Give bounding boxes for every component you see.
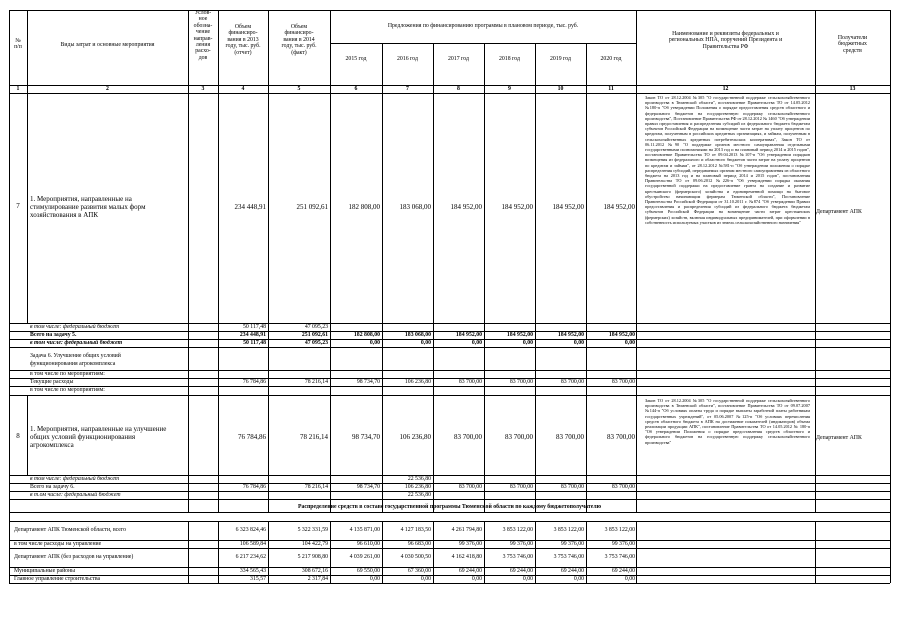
total6-2013: 76 784,86 xyxy=(242,484,266,490)
colnum-10: 10 xyxy=(557,86,564,92)
dist-row-2-2013: 6 217 234,62 xyxy=(235,554,266,560)
row7-2019: 184 952,00 xyxy=(552,203,584,211)
row8-2015: 98 734,70 xyxy=(352,433,380,441)
dist-row-2-2016: 4 030 500,50 xyxy=(400,554,431,560)
table-top-border xyxy=(9,10,890,11)
current-2017: 83 700,00 xyxy=(458,379,482,385)
row8-2016: 106 236,80 xyxy=(399,433,431,441)
row8-num: 8 xyxy=(16,432,20,440)
colnum-12: 12 xyxy=(722,86,729,92)
dist-row-3-2015: 69 550,00 xyxy=(356,568,380,574)
dist-row-1-2016: 96 683,00 xyxy=(407,541,431,547)
total5-2014: 251 092,61 xyxy=(301,332,328,338)
header-year-2020: 2020 год xyxy=(600,56,622,62)
dist-row-4-2016: 0,00 xyxy=(420,576,431,582)
colnum-11: 11 xyxy=(608,86,614,92)
total5-2016: 183 068,00 xyxy=(404,332,431,338)
fed1-2013: 50 117,48 xyxy=(243,324,266,330)
fed2-2013: 50 117,48 xyxy=(243,340,266,346)
fed2-2016: 0,00 xyxy=(420,340,431,346)
row7-2020: 184 952,00 xyxy=(603,203,635,211)
current-2019: 83 700,00 xyxy=(560,379,584,385)
total6-2016: 106 236,80 xyxy=(404,484,431,490)
group-header-line xyxy=(330,43,636,44)
total5-2017: 184 952,00 xyxy=(455,332,482,338)
colnum-7: 7 xyxy=(406,86,409,92)
dist-row-4-2019: 0,00 xyxy=(573,576,584,582)
fed3-label: в том числе: федеральный бюджет xyxy=(30,476,120,482)
dist-row-4-2014: 2 317,84 xyxy=(307,576,328,582)
dist-row-4-2015: 0,00 xyxy=(369,576,380,582)
fed2-label: в том числе: федеральный бюджет xyxy=(30,340,123,346)
dist-row-3-2020: 69 244,00 xyxy=(611,568,635,574)
current-2013: 76 784,86 xyxy=(242,379,266,385)
dist-row-3-2013: 334 565,43 xyxy=(239,568,266,574)
fed4-2016: 22 536,80 xyxy=(407,492,431,498)
dist-row-4-name: Главное управление строительства xyxy=(14,576,101,582)
current-2018: 83 700,00 xyxy=(509,379,533,385)
dist-row-4-2017: 0,00 xyxy=(471,576,482,582)
row7-num: 7 xyxy=(16,202,20,210)
dist-row-1-2018: 99 376,00 xyxy=(509,541,533,547)
dist-row-0-2015: 4 135 871,00 xyxy=(349,527,380,533)
total5-2019: 184 952,00 xyxy=(557,332,584,338)
fed2-2020: 0,00 xyxy=(624,340,635,346)
distribution-title: Распределение средств в составе государственной программы Тюменской области по каждому бюджетополучателю xyxy=(297,504,602,510)
dist-row-0-2013: 6 323 824,46 xyxy=(235,527,266,533)
row7-npa: Закон ТО от 28.12.2004 №305 "О государственной поддержке сельскохозяйственного производства в Тюменской области", постановление Правительства ТО от 14.05.2012 №180-п "Об утверждении Положения о порядке предоставления средств областного и федерального бюджетов на государственную поддержку сельскохозяйственного производства", Постановление Правительства РФ от 28.12.2012 № 1460 "Об утверждении правил предоставления и распределения субсидий из федерального бюджета бюджетам субъектов Российской Федерации на возмещение части затрат на уплату процентов по кредитам, полученным в российских кредитных организациях, и займам, полученным в сельскохозяйственных кредитных потребительских кооперативах", Закон ТО от 06.11.2012 №90 "О поддержке органов местного самоуправления отдельными государственными полномочиями на 2013 год и на плановый период 2014 и 2015 годов", постановление Правительства ТО от 09.04.2013 №107-п "Об утверждении порядков возмещения из федерального и областного бюджетов части затрат на уплату процентов по кредитам и займам", от 28.12.2012 №581-п "Об утверждении положения о порядке распределения субсидий, передаваемых органам местного самоуправления из областного бюджета на 2013 год и на плановый период 2014 и 2015 годов", постановления Правительства ТО от 09.06.2012 №226-п "Об утверждении порядка оказания государственной поддержки на предоставление гранта на создание и развитие крестьянского (фермерского) хозяйства и единовременной помощи на бытовое обустройство начинающим фермерам Тюменской области", Постановление Правительства Российской Федерации от 31.10.2011 г. №874 "Об утверждении Правил предоставления и распределения субсидий из федерального бюджета бюджетам субъектов Российской Федерации на возмещение части затрат крестьянских (фермерских) хозяйств, включая индивидуальных предпринимателей, при оформлении в собственность используемых участков из земель сельскохозяйственного назначения" xyxy=(645,95,810,225)
colnum-6: 6 xyxy=(354,86,358,92)
header-year-2017: 2017 год xyxy=(448,56,469,62)
header-year-2015: 2015 год xyxy=(345,56,367,62)
dist-row-0-2020: 3 853 122,00 xyxy=(604,527,635,533)
dist-row-1-name: в том числе расходы на управление xyxy=(14,541,102,547)
row7-2013: 234 448,91 xyxy=(234,203,266,211)
header-col-2014: Объем финансиро- вания в 2014 году, тыс. руб. (факт) xyxy=(281,24,317,56)
header-col-direction: Услов- ное обозна- чение направ- ления расхо- дов xyxy=(193,10,213,61)
colnum-3: 3 xyxy=(201,86,205,92)
header-col-npa: Наименование и реквизиты федеральных и региональных НПА, поручений Президента и Правительства РФ xyxy=(668,31,783,50)
colnum-1: 1 xyxy=(16,86,20,92)
row8-2018: 83 700,00 xyxy=(505,433,533,441)
dist-row-0-2016: 4 127 183,50 xyxy=(400,527,431,533)
current-2015: 98 734,70 xyxy=(356,379,380,385)
dist-row-3-2019: 69 244,00 xyxy=(560,568,584,574)
colnum-bottom-border xyxy=(9,93,890,94)
dist-row-3-name: Муниципальные районы xyxy=(14,568,76,574)
colnum-8: 8 xyxy=(457,86,460,92)
dist-row-3-2018: 69 244,00 xyxy=(509,568,533,574)
row8-2017: 83 700,00 xyxy=(454,433,482,441)
total6-2015: 98 734,70 xyxy=(356,484,380,490)
header-group-planned: Предложения по финансированию программы в плановом периоде, тыс. руб. xyxy=(387,23,579,29)
row7-recipient: Департамент АПК xyxy=(816,209,862,215)
fed3-2016: 22 536,80 xyxy=(407,476,431,482)
fed2-2015: 0,00 xyxy=(369,340,380,346)
dist-row-2-2019: 3 753 746,00 xyxy=(553,554,584,560)
dist-row-4-2020: 0,00 xyxy=(624,576,635,582)
row8-2019: 83 700,00 xyxy=(556,433,584,441)
row8-recipient: Департамент АПК xyxy=(816,435,862,441)
row7-2016: 183 068,00 xyxy=(399,203,431,211)
dist-row-1-2015: 96 610,00 xyxy=(356,541,380,547)
fed2-2014: 47 095,23 xyxy=(304,340,328,346)
dist-row-1-2019: 99 376,00 xyxy=(560,541,584,547)
current-label: Текущие расходы xyxy=(30,379,74,385)
dist-row-1-2014: 104 422,79 xyxy=(301,541,328,547)
fed1-label: в том числе: федеральный бюджет xyxy=(30,324,120,330)
current-2016: 106 236,80 xyxy=(404,379,431,385)
total6-2014: 78 216,14 xyxy=(304,484,328,490)
dist-row-3-2014: 308 672,16 xyxy=(301,568,328,574)
dist-row-1-2013: 106 589,84 xyxy=(239,541,266,547)
header-year-2019: 2019 год xyxy=(550,56,571,62)
header-col-2013: Объем финансиро- вания в 2013 году, тыс. руб. (отчет) xyxy=(225,24,261,56)
row7-2014: 251 092,61 xyxy=(296,203,328,211)
dist-row-0-2019: 3 853 122,00 xyxy=(553,527,584,533)
colnum-9: 9 xyxy=(508,86,511,92)
row7-2017: 184 952,00 xyxy=(450,203,482,211)
incl-measures-label-2: в том числе по мероприятиям: xyxy=(30,387,105,393)
row7-2018: 184 952,00 xyxy=(501,203,533,211)
dist-row-1-2020: 99 376,00 xyxy=(611,541,635,547)
total5-2013: 234 448,91 xyxy=(239,332,266,338)
header-col-num: № п/п xyxy=(14,38,22,51)
colnum-2: 2 xyxy=(106,86,109,92)
dist-row-0-name: Департамент АПК Тюменской области, всего xyxy=(14,527,127,533)
row8-npa: Закон ТО от 28.12.2004 №305 "О государственной поддержке сельскохозяйственного производства в Тюменской области", постановление Правительства ТО от 09.07.2007 №144-п "Об условиях оплаты труда и порядке выплаты заработной платы работникам государственных учреждений", от 05.06.2007 №125-п "Об условиях перечисления средств областного бюджета в АПК на достижение показателей (индикаторов) объема реализации продукции АПК", постановление Правительства ТО от 14.05.2012 № 180-п "Об утверждении Положения о порядке предоставления средств областного и федерального бюджетов на государственную поддержку сельскохозяйственного производства" xyxy=(645,398,810,445)
row8-name: 1. Мероприятия, направленные на улучшение общих условий функционирования агрокомплекса xyxy=(30,425,167,449)
fed2-2019: 0,00 xyxy=(573,340,584,346)
dist-row-4-2018: 0,00 xyxy=(522,576,533,582)
row7-2015: 182 808,00 xyxy=(348,203,380,211)
incl-measures-label: в том числе по мероприятиям: xyxy=(30,371,105,377)
current-2014: 78 216,14 xyxy=(304,379,328,385)
dist-row-0-2017: 4 261 794,80 xyxy=(451,527,482,533)
dist-row-0-2018: 3 853 122,00 xyxy=(502,527,533,533)
fed2-2018: 0,00 xyxy=(522,340,533,346)
header-col-name: Виды затрат и основные мероприятия xyxy=(60,42,155,48)
dist-row-4-2013: 315,57 xyxy=(250,576,266,582)
header-year-2018: 2018 год xyxy=(499,56,520,62)
total6-2020: 83 700,00 xyxy=(611,484,635,490)
total6-2019: 83 700,00 xyxy=(560,484,584,490)
total6-label: Всего на задачу 6. xyxy=(30,484,75,490)
total6-2017: 83 700,00 xyxy=(458,484,482,490)
colnum-4: 4 xyxy=(241,86,245,92)
colnum-13: 13 xyxy=(849,86,856,92)
dist-row-2-2015: 4 039 261,00 xyxy=(349,554,380,560)
dist-row-2-2020: 3 753 746,00 xyxy=(604,554,635,560)
header-col-recipient: Получатели бюджетных средств xyxy=(837,35,868,54)
total5-2018: 184 952,00 xyxy=(506,332,533,338)
fed2-2017: 0,00 xyxy=(471,340,482,346)
dist-row-0-2014: 5 322 331,59 xyxy=(297,527,328,533)
current-2020: 83 700,00 xyxy=(611,379,635,385)
dist-row-2-2014: 5 217 908,80 xyxy=(297,554,328,560)
fed1-2014: 47 095,23 xyxy=(304,324,328,330)
total5-label: Всего на задачу 5. xyxy=(30,332,77,338)
total5-2020: 184 952,00 xyxy=(608,332,635,338)
dist-row-3-2017: 69 244,00 xyxy=(458,568,482,574)
total5-2015: 182 808,00 xyxy=(353,332,380,338)
row7-name: 1. Мероприятия, направленные на стимулирование развития малых форм хозяйствования в АПК xyxy=(30,195,146,219)
row8-2020: 83 700,00 xyxy=(607,433,635,441)
dist-row-3-2016: 67 360,00 xyxy=(407,568,431,574)
dist-row-1-2017: 99 376,00 xyxy=(458,541,482,547)
colnum-5: 5 xyxy=(297,86,301,92)
row8-2013: 76 784,86 xyxy=(238,433,266,441)
header-year-2016: 2016 год xyxy=(397,56,418,62)
total6-2018: 83 700,00 xyxy=(509,484,533,490)
dist-row-2-2018: 3 753 746,00 xyxy=(502,554,533,560)
task6-label: Задача 6. Улучшение общих условий функционирования агрокомплекса xyxy=(30,353,121,367)
dist-row-2-2017: 4 162 418,80 xyxy=(451,554,482,560)
fed4-label: в т.ом числе: федеральный бюджет xyxy=(30,492,121,498)
dist-row-2-name: Департамент АПК (без расходов на управление) xyxy=(14,554,134,560)
row8-2014: 78 216,14 xyxy=(300,433,328,441)
